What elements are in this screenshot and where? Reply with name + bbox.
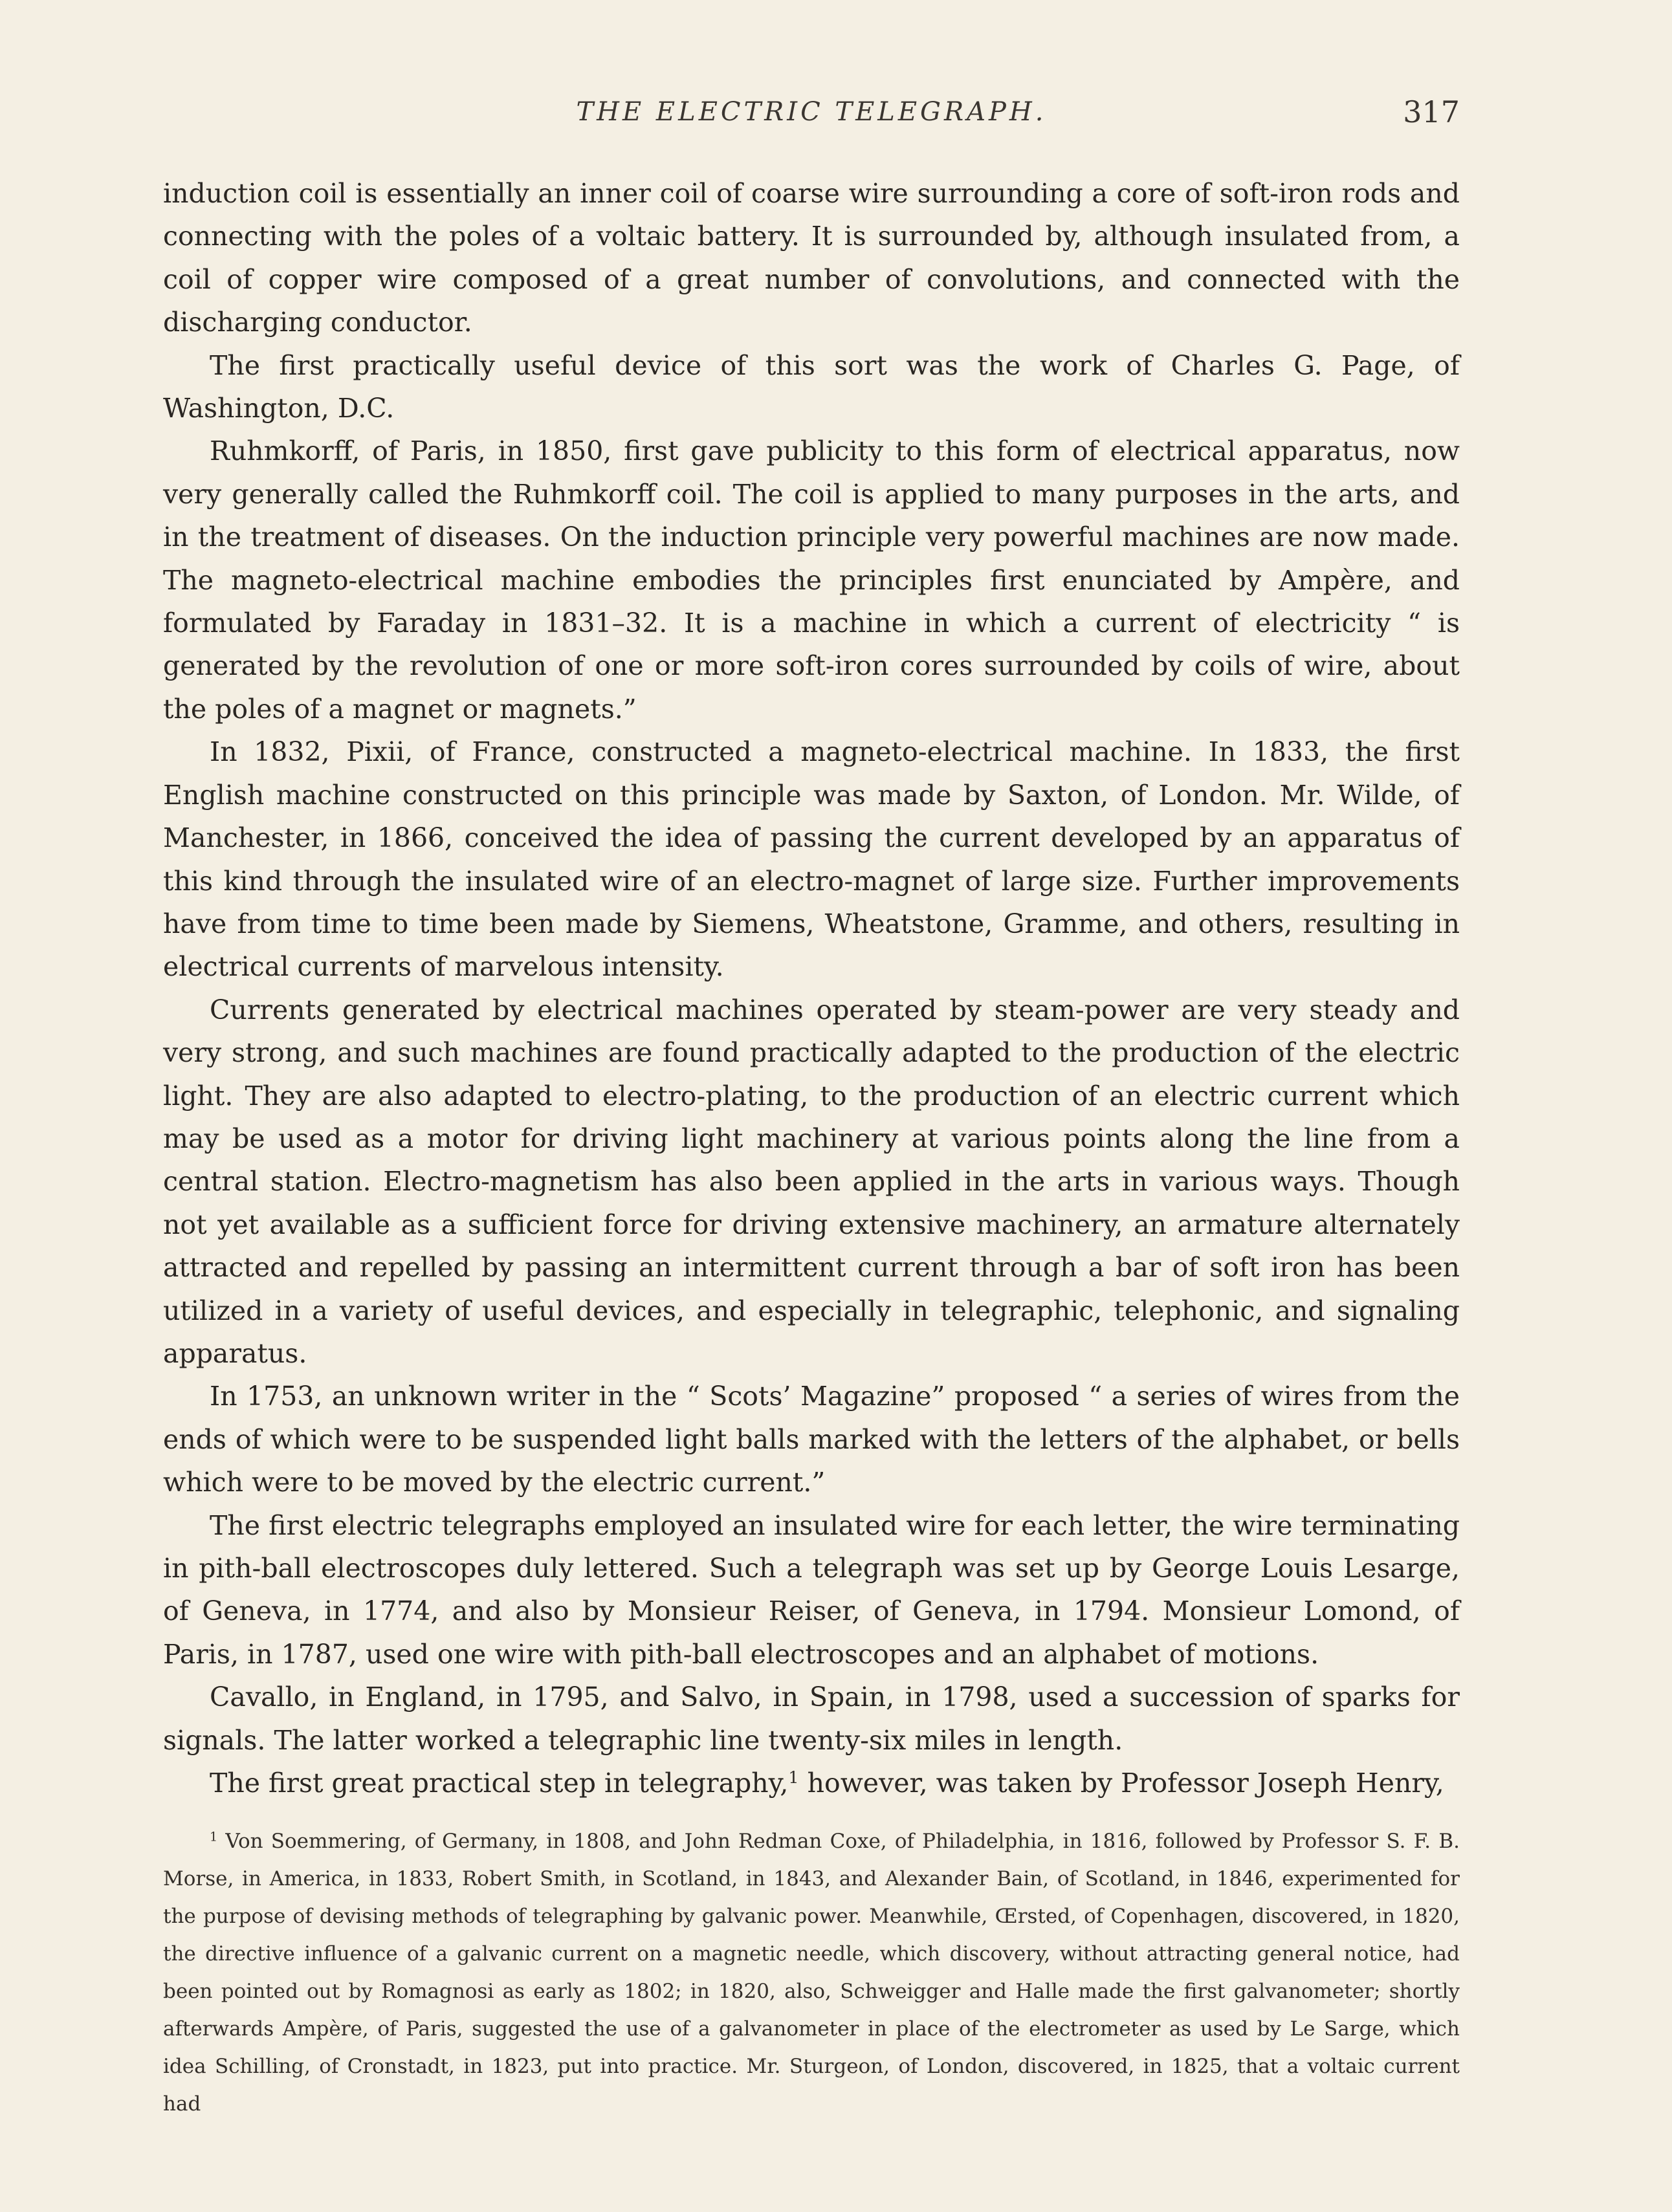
footnote: [163, 1823, 1460, 2123]
paragraph: Currents generated by electrical machines operated by steam-power are very steady and very strong, and such machines are found practically adapted to the production of the electric light. They are also adapted to electro-plating, to the production of an electric current which may be used as a motor for driving light machinery at various points along the line from a central station. Electro-magnetism has also been applied in the arts in various ways. Though not yet available as a sufficient force for driving extensive machinery, an armature alternately attracted and repelled by passing an intermittent current through a bar of soft iron has been utilized in a variety of useful devices, and especially in telegraphic, telephonic, and signaling apparatus.: [163, 994, 1460, 1369]
paragraph: The first practically useful device of this sort was the work of Charles G. Page, of Washington, D.C.: [163, 349, 1460, 424]
book-page: [163, 94, 1460, 2123]
footnote-number: 1: [210, 1829, 218, 1845]
paragraph: The first electric telegraphs employed an insulated wire for each letter, the wire terminating in pith-ball electroscopes duly lettered. Such a telegraph was set up by George Louis Lesarge, of Geneva, in 1774, and also by Monsieur Reiser, of Geneva, in 1794. Monsieur Lomond, of Paris, in 1787, used one wire with pith-ball electroscopes and an alphabet of motions.: [163, 1509, 1460, 1670]
paragraph: Ruhmkorff, of Paris, in 1850, first gave publicity to this form of electrical apparatus, now very generally called the Ruhmkorff coil. The coil is applied to many purposes in the arts, and in the treatment of diseases. On the induction principle very powerful machines are now made. The magneto-electrical machine embodies the principles first enunciated by Ampère, and formulated by Faraday in 1831–32. It is a machine in which a current of electricity “ is generated by the revolution of one or more soft-iron cores surrounded by coils of wire, about the poles of a magnet or magnets.”: [163, 435, 1460, 725]
footnotes: [163, 1823, 1460, 2123]
paragraph-text: however, was taken by Professor Joseph Henry,: [798, 1768, 1444, 1799]
footnote-text: Von Soemmering, of Germany, in 1808, and John Redman Coxe, of Philadelphia, in 1816, followed by Professor S. F. B. Morse, in America, in 1833, Robert Smith, in Scotland, in 1843, and Alexander Bain, of Scotland, in 1846, experimented for the purpose of devising methods of telegraphing by galvanic power. Meanwhile, Œrsted, of Copenhagen, discovered, in 1820, the directive influence of a galvanic current on a magnetic needle, which discovery, without attracting general notice, had been pointed out by Romagnosi as early as 1802; in 1820, also, Schweigger and Halle made the first galvanometer; shortly afterwards Ampère, of Paris, suggested the use of a galvanometer in place of the electrometer as used by Le Sarge, which idea Schilling, of Cronstadt, in 1823, put into practice. Mr. Sturgeon, of London, discovered, in 1825, that a voltaic current had: [163, 1830, 1460, 2116]
paragraph: In 1753, an unknown writer in the “ Scots’ Magazine” proposed “ a series of wires from the ends of which were to be suspended light balls marked with the letters of the alphabet, or bells which were to be moved by the electric current.”: [163, 1381, 1460, 1498]
paragraph-text: The first great practical step in telegraphy,: [210, 1768, 789, 1799]
body-text: [163, 172, 1460, 1804]
paragraph: Cavallo, in England, in 1795, and Salvo, in Spain, in 1798, used a succession of sparks for signals. The latter worked a telegraphic line twenty-six miles in length.: [163, 1681, 1460, 1756]
paragraph-last: [163, 1762, 1460, 1804]
running-title: THE ELECTRIC TELEGRAPH.: [576, 97, 1047, 127]
paragraph-continuation: induction coil is essentially an inner coil of coarse wire surrounding a core of soft-iron rods and connecting with the poles of a voltaic battery. It is surrounded by, although insulated from, a coil of copper wire composed of a great number of convolutions, and connected with the discharging conductor.: [163, 178, 1460, 338]
page-number: 317: [1403, 94, 1460, 129]
running-head: [163, 94, 1460, 142]
paragraph: In 1832, Pixii, of France, constructed a magneto-electrical machine. In 1833, the first English machine constructed on this principle was made by Saxton, of London. Mr. Wilde, of Manchester, in 1866, conceived the idea of passing the current developed by an apparatus of this kind through the insulated wire of an electro-magnet of large size. Further improvements have from time to time been made by Siemens, Wheatstone, Gramme, and others, resulting in electrical currents of marvelous intensity.: [163, 736, 1460, 983]
footnote-reference: 1: [788, 1768, 799, 1788]
